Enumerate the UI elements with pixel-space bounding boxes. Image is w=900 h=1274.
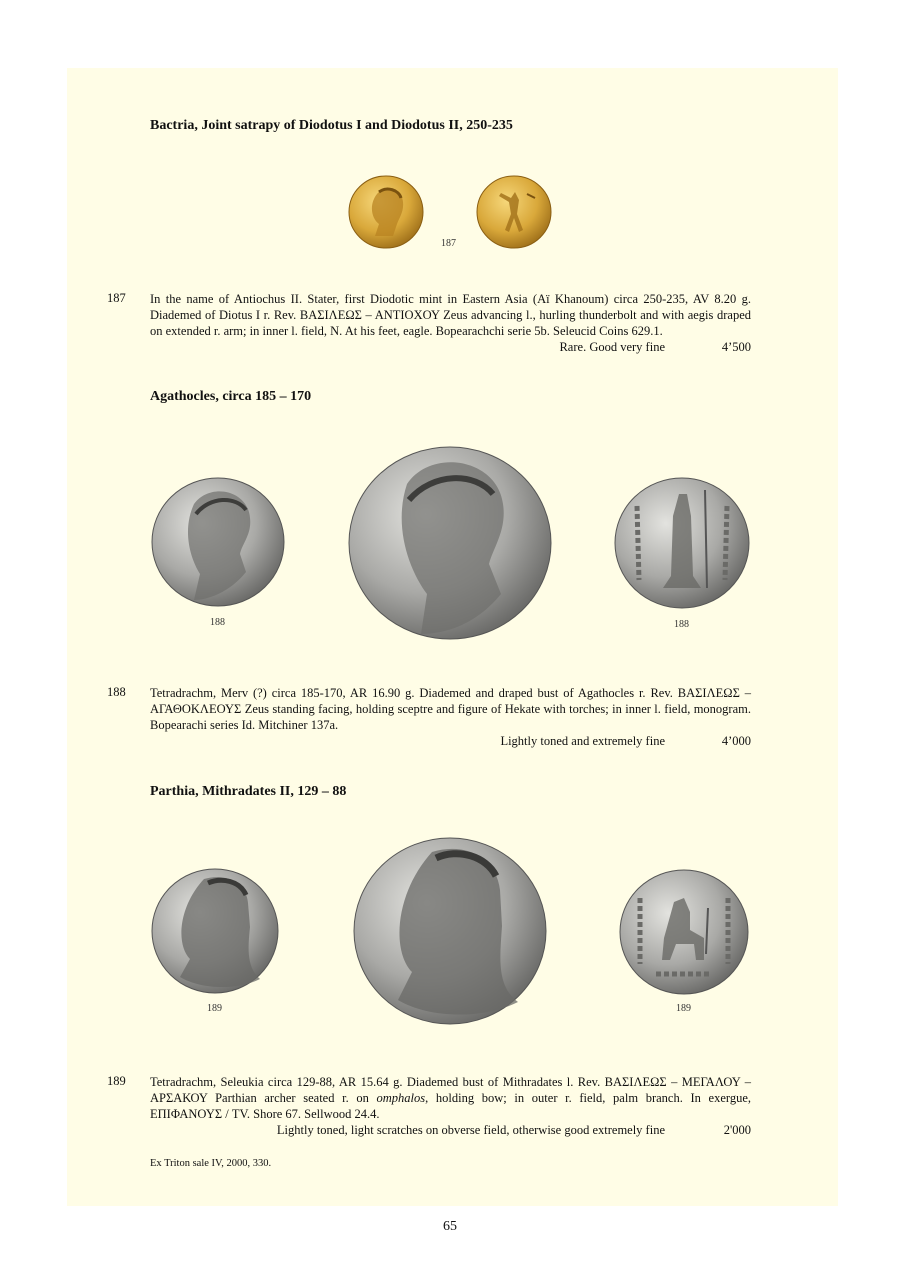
grade-line-187 — [150, 339, 751, 355]
lot-text-188: Tetradrachm, Merv (?) circa 185-170, AR 16.90 g. Diademed and draped bust of Agathocles r. Rev. ΒΑΣΙΛΕΩΣ – ΑΓΑΘΟΚΛΕΟΥΣ Zeus standing facing, holding sceptre and figure of Hekate with torches; in inner l. field, monogram. Bopearachi series Id. Mitchiner 137a. — [150, 686, 751, 732]
lot-grade-188: Lightly toned and extremely fine — [500, 734, 665, 748]
lot-grade-189: Lightly toned, light scratches on obverse field, otherwise good extremely fine — [276, 1123, 665, 1137]
coin-caption-188-left: 188 — [210, 617, 225, 628]
lot-text-187: In the name of Antiochus II. Stater, first Diodotic mint in Eastern Asia (Aï Khanoum) circa 250-235, AV 8.20 g. Diademed of Diotus I r. Rev. ΒΑΣΙΛΕΩΣ – ΑΝΤΙΟΧΟΥ Zeus advancing l., hurling thunderbolt and with aegis draped on extended r. arm; in inner l. field, N. At his feet, eagle. Bopearachchi serie 5b. Seleucid Coins 629.1. — [150, 292, 751, 338]
section-heading-parthia: Parthia, Mithradates II, 129 – 88 — [150, 784, 347, 799]
coin-189-reverse-image — [618, 868, 750, 996]
coin-189-obverse-large-image — [352, 836, 548, 1026]
lot-description-188 — [150, 685, 751, 749]
page-number: 65 — [443, 1219, 457, 1234]
coin-caption-188-right: 188 — [674, 619, 689, 630]
grade-line-188 — [150, 733, 751, 749]
lot-number-189: 189 — [107, 1074, 126, 1088]
coin-188-obverse-large-image — [347, 444, 553, 642]
lot-text-189-post: , holding bow; in outer r. field, palm branch. In exergue, ΕΠΙΦΑΝΟΥΣ / TV. Shore 67. Sellwood 24.4. — [150, 1091, 752, 1121]
lot-price-188: 4’000 — [721, 734, 751, 748]
lot-number-187: 187 — [107, 291, 126, 305]
section-heading-agathocles: Agathocles, circa 185 – 170 — [150, 389, 312, 404]
lot-text-189-emphasis: omphalos — [376, 1091, 426, 1105]
lot-description-187 — [150, 291, 751, 355]
lot-number-188: 188 — [107, 685, 126, 699]
section-heading-bactria: Bactria, Joint satrapy of Diodotus I and Diodotus II, 250-235 — [150, 118, 513, 133]
lot-provenance-189: Ex Triton sale IV, 2000, 330. — [150, 1158, 272, 1169]
coin-caption-189-right: 189 — [676, 1003, 691, 1014]
lot-price-189: 2'000 — [723, 1123, 751, 1137]
grade-line-189 — [150, 1122, 751, 1138]
lot-description-189 — [150, 1074, 751, 1138]
coin-caption-189-left: 189 — [207, 1003, 222, 1014]
lot-text-189-pre: Tetradrachm, Seleukia circa 129-88, AR 15.64 g. Diademed bust of Mithradates l. Rev. ΒΑΣΙΛΕΩΣ – ΜΕΓΑΛΟΥ – ΑΡΣΑΚΟΥ Parthian archer seated r. on — [150, 1075, 751, 1105]
lot-price-187: 4’500 — [721, 340, 751, 354]
coin-188-obverse-small-image — [150, 474, 286, 610]
coin-188-reverse-image — [613, 476, 751, 610]
coin-187-obverse-image — [347, 174, 425, 250]
coin-187-reverse-image — [475, 174, 553, 250]
coin-189-obverse-small-image — [150, 867, 280, 995]
lot-grade-187: Rare. Good very fine — [559, 340, 665, 354]
lot-text-189 — [150, 1074, 751, 1122]
coin-caption-187: 187 — [441, 238, 456, 249]
